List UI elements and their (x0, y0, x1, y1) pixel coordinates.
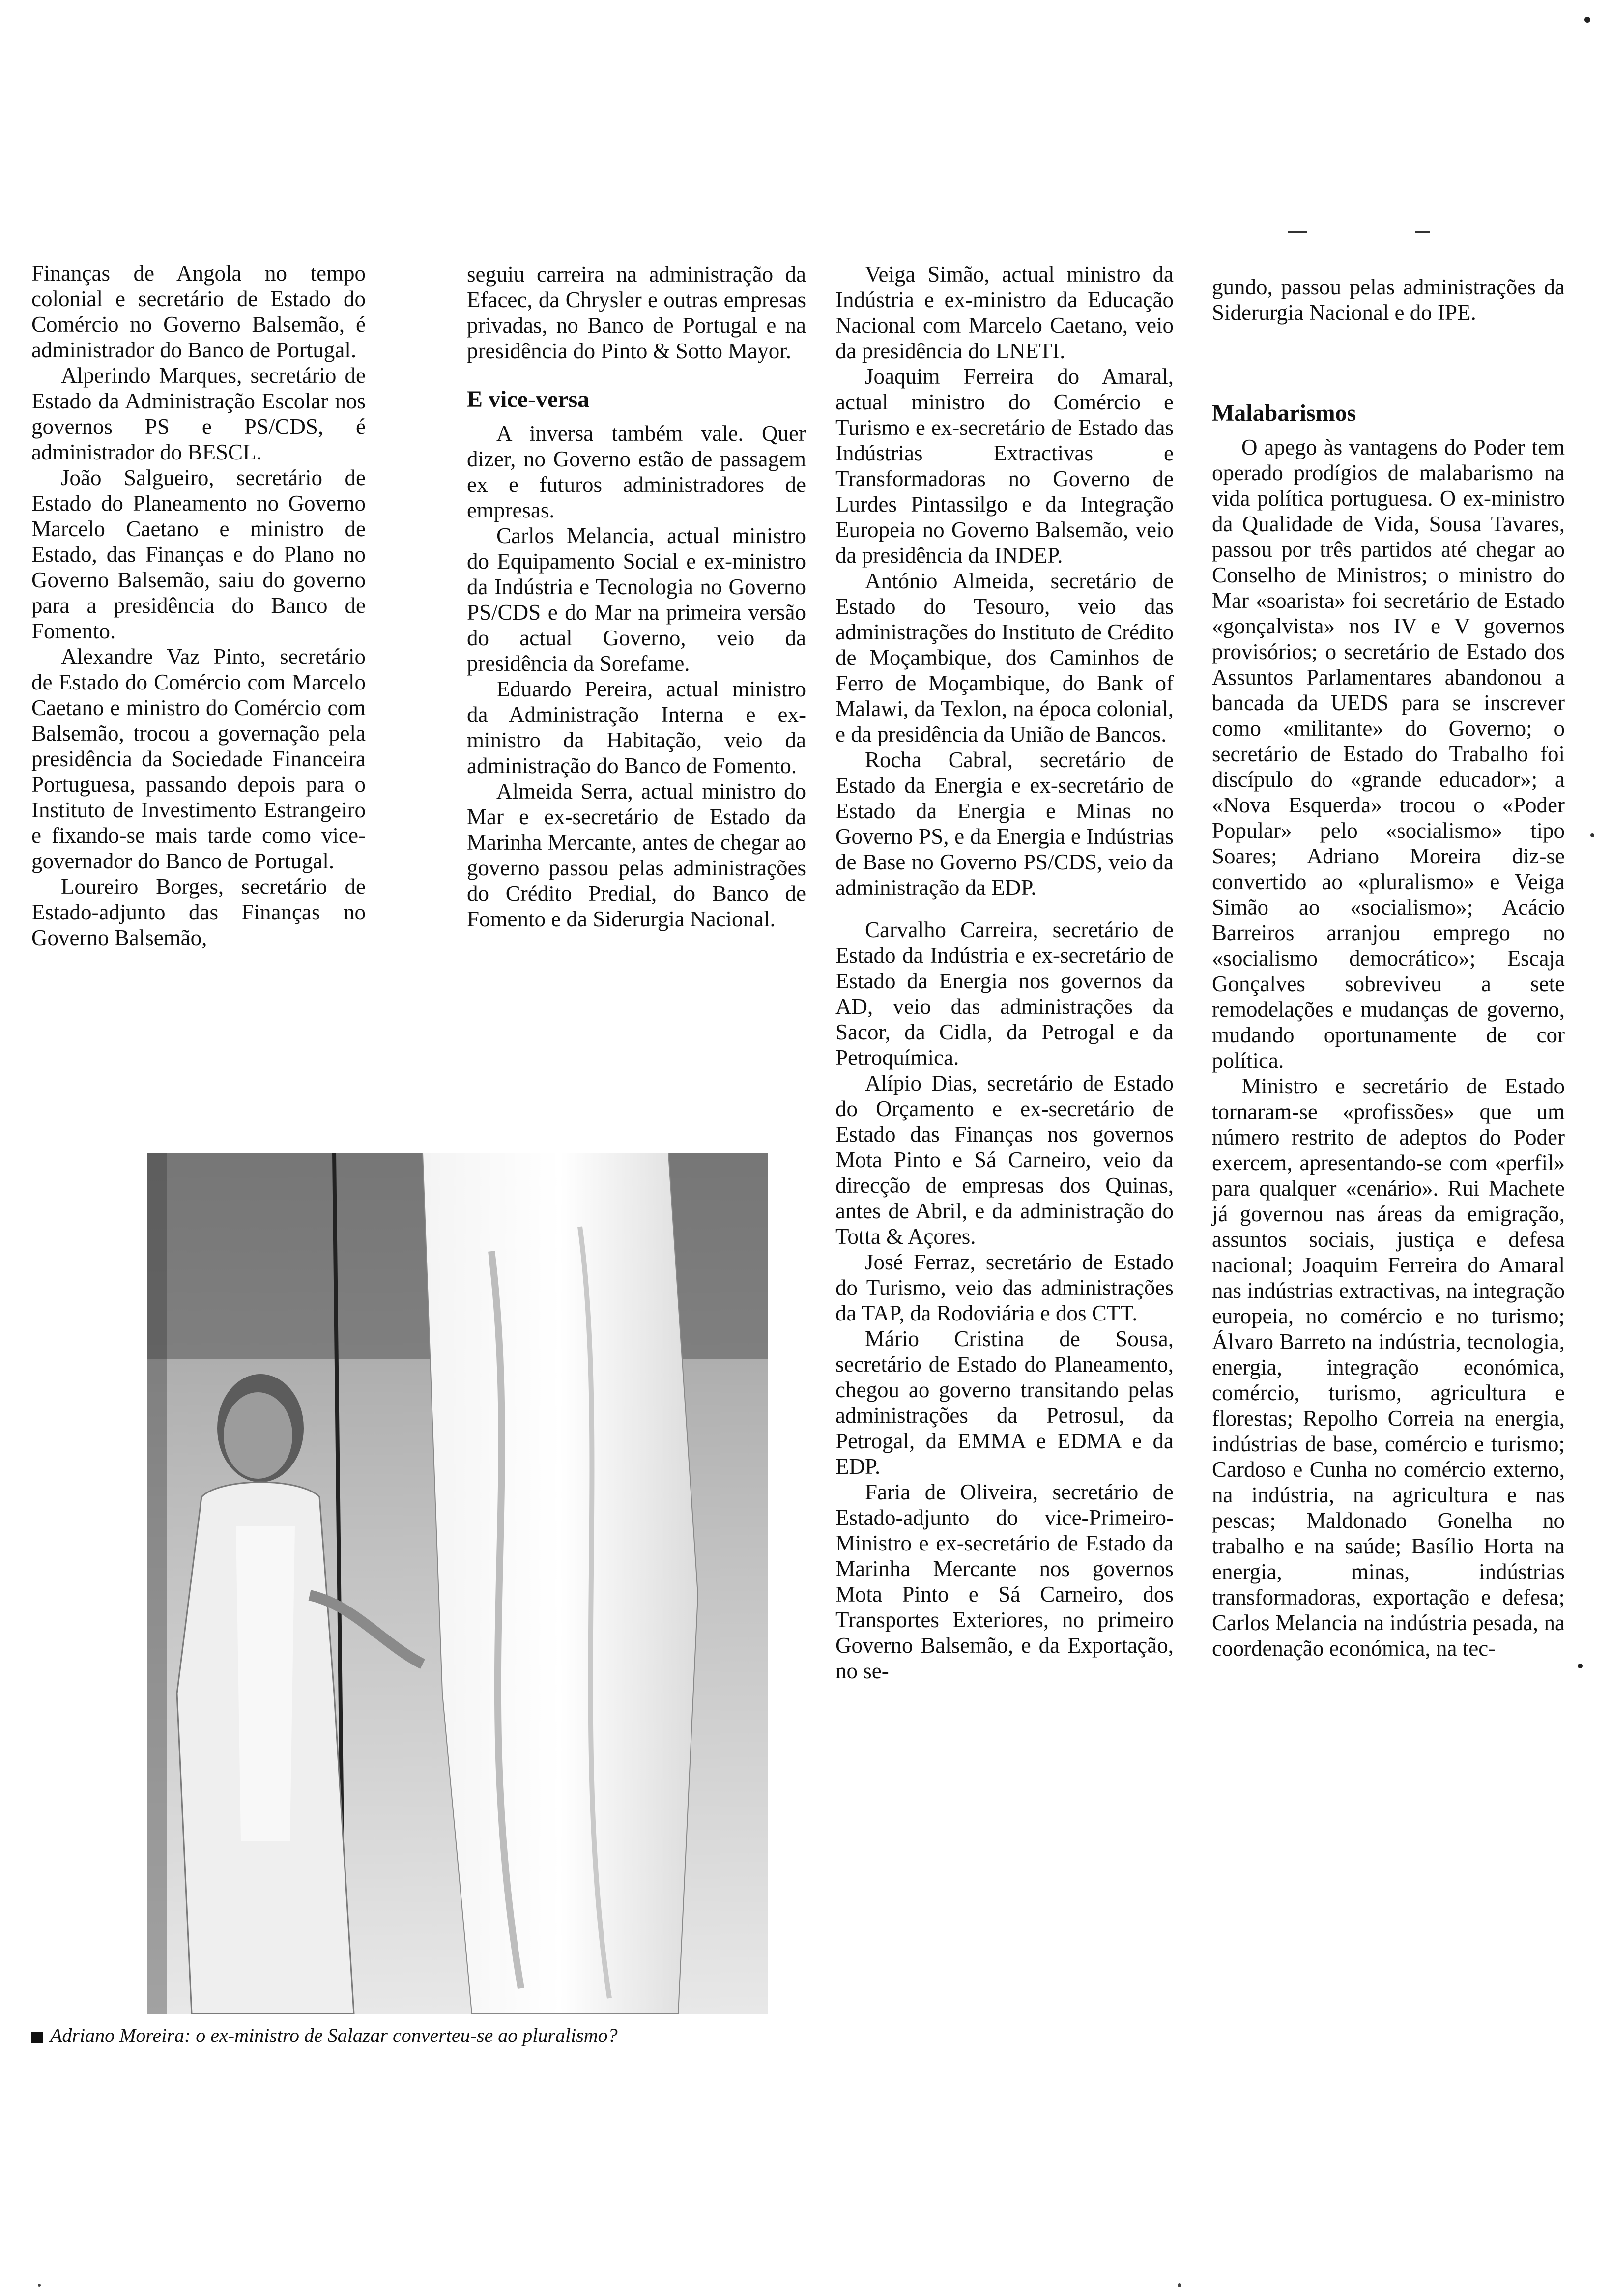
paragraph: Mário Cristina de Sousa, secretário de Estado do Planeamento, chegou ao governo transitando pelas administrações da Petrosul, da Petrogal, da EMMA e EDMA e da EDP. (835, 1326, 1174, 1479)
paragraph: Almeida Serra, actual ministro do Mar e ex-secretário de Estado da Marinha Mercante, antes de chegar ao governo passou pelas administrações do Crédito Predial, do Banco de Fomento e da Siderurgia Nacional. (467, 779, 806, 931)
article-column-1 (31, 260, 366, 950)
section-heading: Malabarismos (1212, 400, 1356, 426)
article-column-2 (467, 261, 806, 932)
paragraph: Joaquim Ferreira do Amaral, actual ministro do Comércio e Turismo e ex-secretário de Estado das Indústrias Extractivas e Transformadoras no Governo de Lurdes Pintassilgo e da Integração Europeia no Governo Balsemão, veio da presidência da INDEP. (835, 364, 1174, 568)
portrait-photo (147, 1153, 768, 2014)
article-column-4 (1212, 274, 1565, 1661)
paragraph: gundo, passou pelas administrações da Siderurgia Nacional e do IPE. (1212, 275, 1565, 325)
paragraph: seguiu carreira na administração da Efacec, da Chrysler e outras empresas privadas, no Banco de Portugal e na presidência do Pinto & Sotto Mayor. (467, 262, 806, 363)
paragraph: António Almeida, secretário de Estado do Tesouro, veio das administrações do Instituto de Crédito de Moçambique, dos Caminhos de Ferro de Moçambique, do Bank of Malawi, da Texlon, na época colonial, e da presidência da União de Bancos. (835, 569, 1174, 746)
paragraph: Faria de Oliveira, secretário de Estado-adjunto do vice-Primeiro-Ministro e ex-secretário de Estado da Marinha Mercante nos governos Mota Pinto e Sá Carneiro, dos Transportes Exteriores, no primeiro Governo Balsemão, e da Exportação, no se- (835, 1480, 1174, 1683)
paragraph: João Salgueiro, secretário de Estado do Planeamento no Governo Marcelo Caetano e ministro de Estado, das Finanças e do Plano no Governo Balsemão, saiu do governo para a presidência do Banco de Fomento. (31, 465, 366, 643)
portrait-image (147, 1153, 768, 2014)
photo-caption (31, 2024, 798, 2047)
paragraph: A inversa também vale. Quer dizer, no Governo estão de passagem ex e futuros administradores de empresas. (467, 421, 806, 522)
paragraph: Ministro e secretário de Estado tornaram-se «profissões» que um número restrito de adeptos do Poder exercem, apresentando-se com «perfil» para qualquer «cenário». Rui Machete já governou nas áreas da emigração, assuntos sociais, justiça e defesa nacional; Joaquim Ferreira do Amaral nas indústrias extractivas, na integração europeia, no comércio e no turismo; Álvaro Barreto na indústria, tecnologia, energia, integração económica, comércio, turismo, agricultura e florestas; Repolho Correia na energia, indústrias de base, comércio e turismo; Cardoso e Cunha no comércio externo, na indústria, na agricultura e nas pescas; Maldonado Gonelha no trabalho e na saúde; Basílio Horta na energia, minas, indústrias transformadoras, exportação e defesa; Carlos Melancia na indústria pesada, na coordenação económica, na tec- (1212, 1074, 1565, 1661)
paragraph: Eduardo Pereira, actual ministro da Administração Interna e ex-ministro da Habitação, veio da administração do Banco de Fomento. (467, 677, 806, 778)
paragraph: Carvalho Carreira, secretário de Estado da Indústria e ex-secretário de Estado da Energia nos governos da AD, veio das administrações da Sacor, da Cidla, da Petrogal e da Petroquímica. (835, 918, 1174, 1070)
article-column-3 (835, 261, 1174, 1684)
paragraph: Loureiro Borges, secretário de Estado-adjunto das Finanças no Governo Balsemão, (31, 874, 366, 950)
paragraph: O apego às vantagens do Poder tem operado prodígios de malabarismo na vida política portuguesa. O ex-ministro da Qualidade de Vida, Sousa Tavares, passou por três partidos até chegar ao Conselho de Ministros; o ministro do Mar «soarista» foi secretário de Estado «gonçalvista» nos IV e V governos provisórios; o secretário de Estado dos Assuntos Parlamentares abandonou a bancada da UEDS para se inscrever como «militante» do Governo; o secretário de Estado do Trabalho foi discípulo do «grande educador»; a «Nova Esquerda» trocou o «Poder Popular» pelo «socialismo» tipo Soares; Adriano Moreira diz-se convertido ao «pluralismo» e Veiga Simão ao «socialismo»; Acácio Barreiros arranjou emprego no «socialismo democrático»; Escaja Gonçalves sobreviveu a sete remodelações e mudanças de governo, mudando oportunamente de cor política. (1212, 435, 1565, 1073)
caption-text: Adriano Moreira: o ex-ministro de Salazar converteu-se ao pluralismo? (50, 2024, 618, 2046)
paragraph: Rocha Cabral, secretário de Estado da Energia e ex-secretário de Estado da Energia e Minas no Governo PS, e da Energia e Indústrias de Base no Governo PS/CDS, veio da administração da EDP. (835, 747, 1174, 900)
paragraph: Veiga Simão, actual ministro da Indústria e ex-ministro da Educação Nacional com Marcelo Caetano, veio da presidência do LNETI. (835, 262, 1174, 363)
paragraph: Alexandre Vaz Pinto, secretário de Estado do Comércio com Marcelo Caetano e ministro do Comércio com Balsemão, trocou a governação pela presidência da Sociedade Financeira Portuguesa, passando depois para o Instituto de Investimento Estrangeiro e fixando-se mais tarde como vice-governador do Banco de Portugal. (31, 644, 366, 873)
paragraph: José Ferraz, secretário de Estado do Turismo, veio das administrações da TAP, da Rodoviária e dos CTT. (835, 1250, 1174, 1325)
caption-bullet-icon (31, 2032, 43, 2043)
paragraph: Finanças de Angola no tempo colonial e secretário de Estado do Comércio no Governo Balsemão, é administrador do Banco de Portugal. (31, 261, 366, 362)
paragraph: Alípio Dias, secretário de Estado do Orçamento e ex-secretário de Estado das Finanças nos governos Mota Pinto e Sá Carneiro, veio da direcção de empresas dos Quinas, antes de Abril, e da administração do Totta & Açores. (835, 1071, 1174, 1249)
paragraph: Alperindo Marques, secretário de Estado da Administração Escolar nos governos PS e PS/CDS, é administrador do BESCL. (31, 363, 366, 464)
paragraph: Carlos Melancia, actual ministro do Equipamento Social e ex-ministro da Indústria e Tecnologia no Governo PS/CDS e do Mar na primeira versão do actual Governo, veio da presidência da Sorefame. (467, 523, 806, 676)
section-heading: E vice-versa (467, 386, 590, 412)
